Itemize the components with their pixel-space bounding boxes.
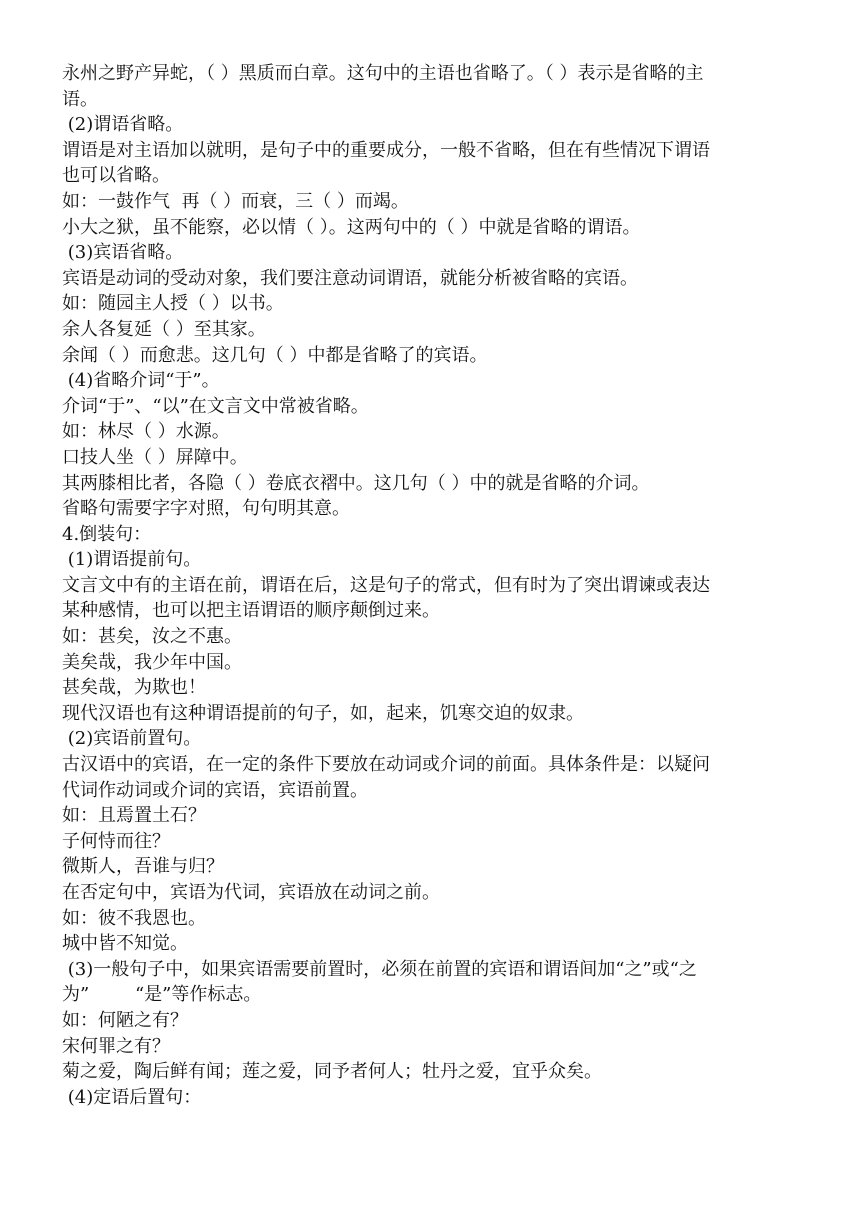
section-heading: (3)一般句子中，如果宾语需要前置时，必须在前置的宾语和谓语间加“之”或“之 (62, 958, 697, 980)
text-line-22: 某种感情，也可以把主语谓语的顺序颠倒过来。 (62, 600, 440, 622)
text-line-21: 文言文中有的主语在前，谓语在后，这是句子的常式，但有时为了突出谓谏或表达 (62, 574, 710, 596)
text-line-4: 谓语是对主语加以就明，是句子中的重要成分，一般不省略，但在有些情况下谓语 (62, 139, 710, 161)
text-line-12: 余闻（ ）而愈悲。这几句（ ）中都是省略了的宾语。 (62, 344, 488, 366)
text-line-18: 省略句需要字字对照，句句明其意。 (62, 498, 350, 520)
text-line-33: 在否定句中，宾语为代词，宾语放在动词之前。 (62, 882, 440, 903)
example-line: 如：随园主人授（ ）以书。 (62, 293, 284, 315)
example-line: 如：彼不我恩也。 (62, 907, 206, 929)
text-line-9: 宾语是动词的受动对象，我们要注意动词谓语，就能分析被省略的宾语。 (62, 267, 638, 289)
text-line-31: 子何恃而往？ (62, 830, 170, 852)
text-line-7: 小大之狱，虽不能察，必以情（ ）。这两句中的（ ）中就是省略的谓语。 (62, 216, 641, 238)
section-heading: (4)定语后置句： (62, 1086, 202, 1108)
text-line-5: 也可以省略。 (62, 165, 170, 187)
example-line: 如：一鼓作气 再（ ）而衰，三（ ）而竭。 (62, 190, 409, 212)
text-line-11: 余人各复延（ ）至其家。 (62, 318, 266, 340)
text-line-28: 古汉语中的宾语，在一定的条件下要放在动词或介词的前面。具体条件是：以疑问 (62, 754, 710, 776)
text-line-35: 城中皆不知觉。 (62, 933, 188, 955)
text-line-40: 菊之爱，陶后鲜有闻；莲之爱，同予者何人；牡丹之爱，宜乎众矣。 (62, 1061, 602, 1083)
text-line-39: 宋何罪之有？ (62, 1035, 170, 1057)
example-line: 如：林尽（ ）水源。 (62, 421, 230, 443)
text-line-29: 代词作动词或介词的宾语，宾语前置。 (62, 779, 368, 801)
text-line-14: 介词“于”、“以”在文言文中常被省略。 (62, 395, 369, 417)
example-line: 如：何陋之有？ (62, 1009, 188, 1031)
text-line-37: 为” “是”等作标志。 (62, 984, 262, 1006)
example-line: 如：且焉置土石？ (62, 805, 206, 827)
section-heading: (1)谓语提前句。 (62, 549, 202, 571)
text-line-26: 现代汉语也有这种谓语提前的句子，如，起来，饥寒交迫的奴隶。 (62, 702, 584, 724)
section-heading: (2)宾语前置句。 (62, 728, 202, 750)
text-line-2: 语。 (62, 88, 98, 110)
text-line-17: 其两膝相比者，各隐（ ）卷底衣褶中。这几句（ ）中的就是省略的介词。 (62, 472, 650, 494)
section-heading: (4)省略介词“于”。 (62, 370, 220, 392)
section-heading: 4.倒装句： (62, 523, 152, 545)
text-line-16: 口技人坐（ ）屏障中。 (62, 446, 248, 468)
text-line-1: 永州之野产异蛇，（ ）黑质而白章。这句中的主语也省略了。（ ）表示是省略的主 (62, 63, 704, 84)
section-heading: (2)谓语省略。 (62, 114, 184, 136)
text-line-25: 甚矣哉，为欺也！ (62, 677, 206, 699)
section-heading: (3)宾语省略。 (62, 242, 184, 264)
example-line: 如：甚矣，汝之不惠。 (62, 626, 242, 648)
text-line-32: 微斯人，吾谁与归？ (62, 856, 224, 878)
document-page (62, 61, 802, 1110)
text-line-24: 美矣哉，我少年中国。 (62, 651, 242, 673)
